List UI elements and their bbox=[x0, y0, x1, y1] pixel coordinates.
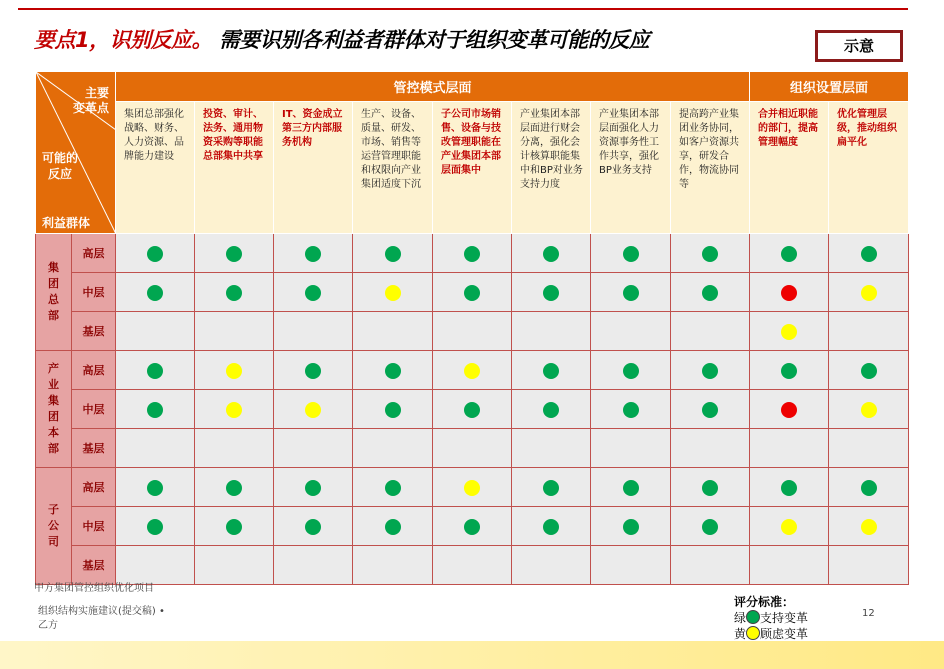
rating-cell bbox=[274, 546, 353, 585]
green-dot bbox=[623, 519, 639, 535]
rating-cell bbox=[195, 507, 274, 546]
change-point-8: 提高跨产业集团业务协同，如客户资源共享，研发合作，物流协同等 bbox=[671, 102, 750, 234]
green-dot bbox=[623, 402, 639, 418]
rating-cell bbox=[591, 273, 671, 312]
corner-label-reactions: 可能的 反应 bbox=[42, 151, 79, 181]
stakeholder-group-label: 产业集团本部 bbox=[48, 362, 59, 455]
change-point-6: 产业集团本部层面进行财会分离，强化会计核算职能集中和BP对业务支持力度 bbox=[512, 102, 591, 234]
rating-cell bbox=[671, 312, 750, 351]
rating-cell bbox=[274, 351, 353, 390]
green-dot bbox=[623, 480, 639, 496]
table-row bbox=[36, 351, 909, 390]
green-dot bbox=[781, 363, 797, 379]
rating-cell bbox=[829, 234, 909, 273]
green-dot bbox=[147, 480, 163, 496]
legend-item bbox=[734, 610, 808, 626]
rating-cell bbox=[512, 546, 591, 585]
red-dot bbox=[781, 402, 797, 418]
rating-cell bbox=[671, 390, 750, 429]
green-dot bbox=[702, 402, 718, 418]
rating-cell bbox=[353, 273, 433, 312]
green-dot bbox=[543, 285, 559, 301]
change-point-5: 子公司市场销售、设备与技改管理职能在产业集团本部层面集中 bbox=[433, 102, 512, 234]
rating-cell bbox=[433, 234, 512, 273]
green-dot bbox=[464, 246, 480, 262]
corner-label-stakeholders: 利益群体 bbox=[42, 216, 91, 230]
legend-label: 支持变革 bbox=[760, 611, 809, 625]
rating-cell bbox=[274, 312, 353, 351]
rating-cell bbox=[750, 312, 829, 351]
footer-party: 乙方 bbox=[38, 620, 58, 631]
rating-cell bbox=[116, 273, 195, 312]
change-point-10: 优化管理层级，推动组织扁平化 bbox=[829, 102, 909, 234]
rating-cell bbox=[591, 468, 671, 507]
green-dot bbox=[543, 519, 559, 535]
rating-cell bbox=[671, 273, 750, 312]
rating-cell bbox=[591, 507, 671, 546]
rating-cell bbox=[116, 429, 195, 468]
rating-cell bbox=[353, 234, 433, 273]
rating-cell bbox=[591, 429, 671, 468]
rating-cell bbox=[512, 429, 591, 468]
red-dot bbox=[781, 285, 797, 301]
rating-cell bbox=[829, 351, 909, 390]
rating-cell bbox=[829, 468, 909, 507]
rating-cell bbox=[433, 429, 512, 468]
table-row bbox=[36, 390, 909, 429]
rating-cell bbox=[195, 312, 274, 351]
rating-cell bbox=[591, 390, 671, 429]
rating-cell bbox=[274, 273, 353, 312]
rating-cell bbox=[195, 546, 274, 585]
rating-cell bbox=[512, 273, 591, 312]
level-label: 高层 bbox=[72, 351, 116, 390]
stakeholder-reaction-table bbox=[35, 71, 909, 585]
yellow-dot bbox=[226, 363, 242, 379]
rating-cell bbox=[671, 429, 750, 468]
rating-cell bbox=[274, 390, 353, 429]
level-label: 基层 bbox=[72, 546, 116, 585]
green-dot bbox=[861, 246, 877, 262]
yellow-dot bbox=[385, 285, 401, 301]
rating-cell bbox=[591, 351, 671, 390]
rating-cell bbox=[195, 468, 274, 507]
green-dot bbox=[385, 480, 401, 496]
yellow-dot bbox=[861, 285, 877, 301]
rating-cell bbox=[274, 507, 353, 546]
rating-cell bbox=[750, 468, 829, 507]
rating-cell bbox=[353, 312, 433, 351]
green-dot bbox=[147, 285, 163, 301]
table-row bbox=[36, 546, 909, 585]
title-highlight: 要点1，识别反应。 bbox=[34, 28, 213, 52]
green-dot bbox=[702, 480, 718, 496]
green-dot bbox=[623, 285, 639, 301]
rating-cell bbox=[195, 234, 274, 273]
rating-cell bbox=[671, 468, 750, 507]
rating-cell bbox=[829, 429, 909, 468]
table-row bbox=[36, 312, 909, 351]
rating-cell bbox=[512, 468, 591, 507]
level-label: 中层 bbox=[72, 390, 116, 429]
header-org-setup: 组织设置层面 bbox=[750, 72, 909, 102]
rating-cell bbox=[353, 468, 433, 507]
rating-cell bbox=[829, 390, 909, 429]
rating-cell bbox=[750, 546, 829, 585]
stakeholder-group bbox=[36, 468, 72, 585]
change-point-9: 合并相近职能的部门，提高管理幅度 bbox=[750, 102, 829, 234]
yellow-dot bbox=[464, 480, 480, 496]
rating-cell bbox=[512, 351, 591, 390]
green-dot bbox=[147, 246, 163, 262]
legend-label: 顾虑变革 bbox=[760, 627, 809, 641]
illustrative-badge: 示意 bbox=[815, 30, 903, 62]
rating-cell bbox=[512, 312, 591, 351]
green-dot bbox=[226, 519, 242, 535]
title-text: 需要识别各利益者群体对于组织变革可能的反应 bbox=[218, 28, 650, 52]
legend-dot bbox=[746, 610, 760, 624]
change-point-2: 投资、审计、法务、通用物资采购等职能总部集中共享 bbox=[195, 102, 274, 234]
rating-cell bbox=[433, 351, 512, 390]
green-dot bbox=[464, 285, 480, 301]
yellow-dot bbox=[305, 402, 321, 418]
rating-cell bbox=[353, 546, 433, 585]
rating-cell bbox=[353, 351, 433, 390]
green-dot bbox=[543, 402, 559, 418]
rating-cell bbox=[116, 390, 195, 429]
stakeholder-group bbox=[36, 351, 72, 468]
rating-cell bbox=[671, 351, 750, 390]
legend-dot bbox=[746, 626, 760, 640]
rating-cell bbox=[353, 507, 433, 546]
green-dot bbox=[464, 519, 480, 535]
rating-cell bbox=[433, 468, 512, 507]
rating-cell bbox=[671, 234, 750, 273]
rating-cell bbox=[750, 351, 829, 390]
footer-doc-title: 组织结构实施建议(提交稿) • bbox=[38, 606, 165, 617]
rating-cell bbox=[274, 234, 353, 273]
level-label: 高层 bbox=[72, 234, 116, 273]
rating-cell bbox=[433, 312, 512, 351]
rating-cell bbox=[512, 234, 591, 273]
legend-item bbox=[734, 626, 808, 642]
rating-cell bbox=[274, 429, 353, 468]
bottom-band bbox=[0, 641, 944, 669]
rating-cell bbox=[433, 546, 512, 585]
rating-cell bbox=[433, 273, 512, 312]
table-row bbox=[36, 468, 909, 507]
yellow-dot bbox=[464, 363, 480, 379]
green-dot bbox=[702, 363, 718, 379]
corner-label-change-points: 主要 变革点 bbox=[72, 86, 109, 115]
rating-cell bbox=[195, 273, 274, 312]
rating-grid bbox=[36, 234, 909, 585]
green-dot bbox=[385, 246, 401, 262]
rating-cell bbox=[353, 429, 433, 468]
level-label: 中层 bbox=[72, 273, 116, 312]
green-dot bbox=[543, 246, 559, 262]
green-dot bbox=[305, 246, 321, 262]
green-dot bbox=[385, 519, 401, 535]
change-points-row bbox=[36, 102, 909, 234]
rating-cell bbox=[195, 351, 274, 390]
green-dot bbox=[702, 246, 718, 262]
green-dot bbox=[305, 480, 321, 496]
rating-cell bbox=[116, 312, 195, 351]
change-point-1: 集团总部强化战略、财务、人力资源、品牌能力建设 bbox=[116, 102, 195, 234]
yellow-dot bbox=[781, 519, 797, 535]
green-dot bbox=[543, 480, 559, 496]
page-number: 12 bbox=[862, 608, 875, 619]
page-title bbox=[34, 28, 684, 52]
green-dot bbox=[385, 402, 401, 418]
green-dot bbox=[305, 285, 321, 301]
rating-cell bbox=[195, 429, 274, 468]
yellow-dot bbox=[781, 324, 797, 340]
green-dot bbox=[385, 363, 401, 379]
green-dot bbox=[147, 402, 163, 418]
green-dot bbox=[147, 519, 163, 535]
level-label: 基层 bbox=[72, 429, 116, 468]
rating-cell bbox=[750, 390, 829, 429]
stakeholder-group-label: 集团总部 bbox=[48, 261, 59, 322]
table-row bbox=[36, 273, 909, 312]
table-row bbox=[36, 234, 909, 273]
rating-cell bbox=[750, 429, 829, 468]
level-label: 中层 bbox=[72, 507, 116, 546]
green-dot bbox=[781, 246, 797, 262]
rating-cell bbox=[512, 507, 591, 546]
change-point-7: 产业集团本部层面强化人力资源事务性工作共享，强化BP业务支持 bbox=[591, 102, 671, 234]
yellow-dot bbox=[226, 402, 242, 418]
green-dot bbox=[623, 363, 639, 379]
rating-cell bbox=[750, 234, 829, 273]
green-dot bbox=[226, 285, 242, 301]
change-point-4: 生产、设备、质量、研发、市场、销售等运营管理职能和权限向产业集团适度下沉 bbox=[353, 102, 433, 234]
stakeholder-group-label: 子公司 bbox=[48, 503, 59, 548]
stakeholder-group bbox=[36, 234, 72, 351]
footer-document bbox=[38, 605, 208, 633]
rating-cell bbox=[116, 351, 195, 390]
table-row bbox=[36, 429, 909, 468]
green-dot bbox=[464, 402, 480, 418]
yellow-dot bbox=[861, 402, 877, 418]
green-dot bbox=[861, 480, 877, 496]
level-label: 基层 bbox=[72, 312, 116, 351]
rating-cell bbox=[195, 390, 274, 429]
rating-cell bbox=[591, 546, 671, 585]
top-rule bbox=[18, 8, 908, 10]
rating-cell bbox=[116, 507, 195, 546]
rating-cell bbox=[750, 273, 829, 312]
rating-cell bbox=[591, 312, 671, 351]
rating-cell bbox=[671, 507, 750, 546]
rating-cell bbox=[829, 507, 909, 546]
rating-cell bbox=[829, 546, 909, 585]
rating-cell bbox=[116, 468, 195, 507]
yellow-dot bbox=[861, 519, 877, 535]
legend-prefix: 黄 bbox=[734, 627, 747, 641]
footer-project: 甲方集团管控组织优化项目 bbox=[34, 583, 154, 594]
rating-cell bbox=[274, 468, 353, 507]
green-dot bbox=[702, 519, 718, 535]
legend-prefix: 绿 bbox=[734, 611, 747, 625]
rating-cell bbox=[829, 312, 909, 351]
table-corner bbox=[36, 72, 116, 234]
green-dot bbox=[861, 363, 877, 379]
green-dot bbox=[147, 363, 163, 379]
level-label: 高层 bbox=[72, 468, 116, 507]
rating-cell bbox=[433, 507, 512, 546]
rating-cell bbox=[829, 273, 909, 312]
rating-cell bbox=[116, 234, 195, 273]
green-dot bbox=[226, 480, 242, 496]
green-dot bbox=[623, 246, 639, 262]
legend-title: 评分标准： bbox=[734, 595, 795, 609]
green-dot bbox=[305, 519, 321, 535]
rating-cell bbox=[512, 390, 591, 429]
header-governance-model: 管控模式层面 bbox=[116, 72, 750, 102]
rating-cell bbox=[750, 507, 829, 546]
green-dot bbox=[305, 363, 321, 379]
rating-cell bbox=[671, 546, 750, 585]
green-dot bbox=[543, 363, 559, 379]
green-dot bbox=[702, 285, 718, 301]
rating-cell bbox=[433, 390, 512, 429]
green-dot bbox=[226, 246, 242, 262]
table-row bbox=[36, 507, 909, 546]
change-point-3: IT、资金成立第三方内部服务机构 bbox=[274, 102, 353, 234]
green-dot bbox=[781, 480, 797, 496]
rating-cell bbox=[591, 234, 671, 273]
rating-cell bbox=[353, 390, 433, 429]
